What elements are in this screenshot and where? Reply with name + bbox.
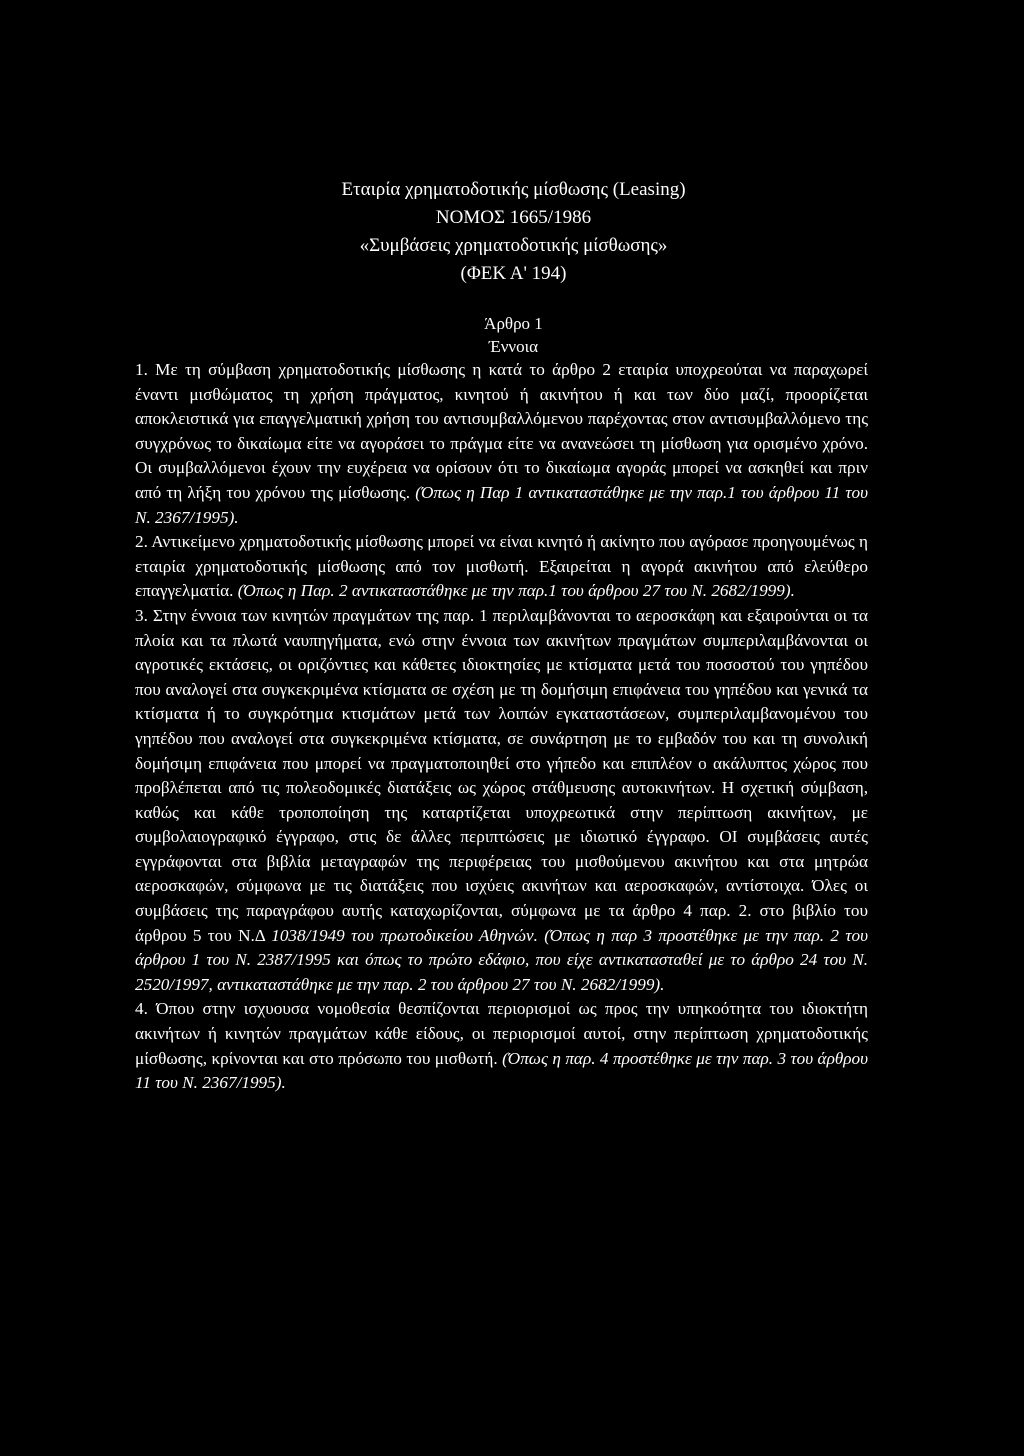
paragraph-3 — [135, 604, 868, 998]
paragraph-text: 1. Με τη σύμβαση χρηματοδοτικής μίσθωσης η κατά το άρθρο 2 εταιρία υποχρεούται να παραχωρεί έναντι μισθώματος τη χρήση πράγματος, κινητού ή ακινήτου ή και των δύο μαζί, προορίζεται αποκλειστικά για επαγγελματική χρήση του αντισυμβαλλόμενου παρέχοντας στον αντισυμβαλλόμενο της συγχρόνως το δικαίωμα είτε να αγοράσει το πράγμα είτε να ανανεώσει τη μίσθωση για ορισμένο χρόνο. Οι συμβαλλόμενοι έχουν την ευχέρεια να ορίσουν ότι το δικαίωμα αγοράς μπορεί να ασκηθεί και πριν από τη λήξη του χρόνου της μίσθωσης. — [135, 360, 868, 502]
paragraph-text: 4. Όπου στην ισχυουσα νομοθεσία θεσπίζονται περιορισμοί ως προς την υπηκοότητα του ιδιοκτήτη ακινήτων ή κινητών πραγμάτων κάθε είδους, οι περιορισμοί αυτοί, στην περίπτωση χρηματοδοτικής μίσθωσης, κρίνονται και στο πρόσωπο του μισθωτή. — [135, 999, 868, 1068]
paragraph-text: 3. Στην έννοια των κινητών πραγμάτων της παρ. 1 περιλαμβάνονται το αεροσκάφη και εξαιρούνται οι τα πλοία και τα πλωτά ναυπηγήματα, ενώ στην έννοια των ακινήτων πραγμάτων συμπεριλαμβάνονται οι αγροτικές εκτάσεις, οι οριζόντιες και κάθετες ιδιοκτησίες με κτίσματα μετά του ποσοστού του γηπέδου που αναλογεί στα συγκεκριμένα κτίσματα σε σχέση με τη δομήσιμη επιφάνεια του γηπέδου και γενικά τα κτίσματα ή το συγκρότημα κτισμάτων μετά των λοιπών εγκαταστάσεων, συμπεριλαμβανομένου του γηπέδου που αναλογεί στα συγκεκριμένα κτίσματα, σε συνάρτηση με το εμβαδόν του και τη συνολική δομήσιμη επιφάνεια που μπορεί να πραγματοποιηθεί στο γήπεδο και επιπλέον ο ακάλυπτος χώρος που προβλέπεται από τις πολεοδομικές διατάξεις ως χώρος στάθμευσης αυτοκινήτων. Η σχετική σύμβαση, καθώς και κάθε τροποποίηση της καταρτίζεται υποχρεωτικά στην περίπτωση ακινήτων, με συμβολαιογραφικό έγγραφο, στις δε άλλες περιπτώσεις με ιδιωτικό έγγραφο. ΟΙ συμβάσεις αυτές εγγράφονται στα βιβλία μεταγραφών της περιφέρειας του μισθούμενου ακινήτου και στα μητρώα αεροσκαφών, σύμφωνα με τις διατάξεις που ισχύεις ακινήτων και αεροσκαφών, αντίστοιχα. Όλες οι συμβάσεις της παραγράφου αυτής καταχωρίζονται, σύμφωνα με τα άρθρο 4 παρ. 2. στο βιβλίο του άρθρου 5 του Ν.Δ — [135, 605, 868, 945]
amendment-note: (Όπως η παρ. 4 προστέθηκε με την παρ. 3 του άρθρου 11 του Ν. 2367/1995). — [135, 1048, 868, 1093]
paragraph-2 — [135, 530, 868, 604]
article-title: Έννοια — [488, 337, 539, 356]
amendment-note: 1038/1949 του πρωτοδικείου Αθηνών. (Όπως η παρ 3 προστέθηκε με την παρ. 2 του άρθρου 1 του Ν. 2387/1995 και όπως το πρώτο εδάφιο, που είχε αντικατασταθεί με το άρθρο 24 του Ν. 2520/1997, αντικαταστάθηκε με την παρ. 2 του άρθρου 27 του Ν. 2682/1999). — [135, 925, 868, 994]
header-company-title: Εταιρία χρηματοδοτικής μίσθωσης (Leasing) — [341, 179, 686, 200]
header-law-title: «Συμβάσεις χρηματοδοτικής μίσθωσης» — [359, 235, 668, 256]
article-number: Άρθρο 1 — [484, 314, 543, 333]
paragraph-text: 2. Αντικείμενο χρηματοδοτικής μίσθωσης μπορεί να είναι κινητό ή ακίνητο που αγόρασε προηγουμένως η εταιρία χρηματοδοτικής μίσθωσης από τον μισθωτή. Εξαιρείται η αγορά ακινήτου από ελεύθερο επαγγελματία. — [135, 532, 868, 601]
amendment-note: (Όπως η Παρ. 2 αντικαταστάθηκε με την παρ.1 του άρθρου 27 του Ν. 2682/1999). — [237, 581, 795, 601]
paragraph-4 — [135, 997, 868, 1095]
document-page — [135, 176, 868, 1096]
header-law-number: ΝΟΜΟΣ 1665/1986 — [435, 207, 592, 228]
document-header — [147, 176, 880, 288]
article-body — [135, 358, 868, 1096]
header-gazette-ref: (ΦΕΚ Α' 194) — [460, 263, 567, 284]
article-heading — [147, 312, 880, 358]
amendment-note: (Όπως η Παρ 1 αντικαταστάθηκε με την παρ.1 του άρθρου 11 του Ν. 2367/1995). — [135, 482, 868, 527]
paragraph-1 — [135, 358, 868, 530]
